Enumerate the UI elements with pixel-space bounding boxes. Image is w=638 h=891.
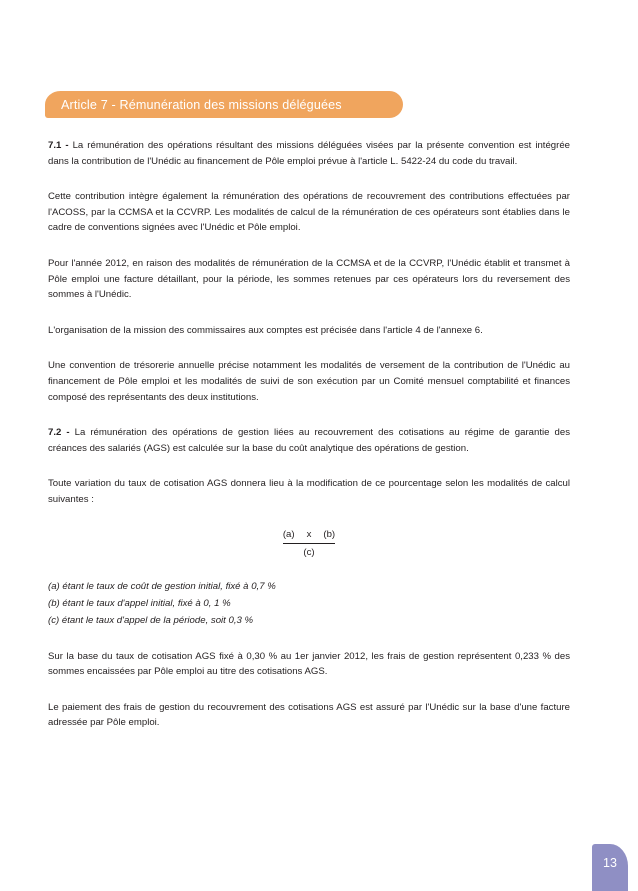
formula-definitions (48, 578, 570, 629)
section-heading-banner (45, 91, 403, 118)
clause-number-7-1: 7.1 - (48, 140, 73, 151)
definition-a: (a) étant le taux de coût de gestion initial, fixé à 0,7 % (48, 580, 276, 592)
page-number-badge (592, 844, 628, 891)
paragraph-text: La rémunération des opérations de gestion liées au recouvrement des cotisations au régime de garantie des créances des salariés (AGS) est calculée sur la base du coût analytique des opérations de gestion. (48, 427, 570, 454)
paragraph-text: Sur la base du taux de cotisation AGS fixé à 0,30 % au 1er janvier 2012, les frais de gestion représentent 0,233 % des sommes encaissées par Pôle emploi au titre des cotisations AGS. (48, 650, 570, 678)
paragraph-text: Cette contribution intègre également la rémunération des opérations de recouvrement des contributions effectuées par l'ACOSS, par la CCMSA et la CCVRP. Les modalités de calcul de la rémunération de ces opérateurs sont établies dans le cadre de conventions signées avec l'Unédic et Pôle emploi. (48, 191, 570, 234)
paragraph-variation-taux (48, 476, 570, 507)
fraction (283, 528, 335, 560)
paragraph-text: Le paiement des frais de gestion du recouvrement des cotisations AGS est assuré par l'Unédic sur la base d'une facture adressée par Pôle emploi. (48, 701, 570, 729)
document-content (48, 138, 570, 731)
section-heading-text: Article 7 - Rémunération des missions déléguées (61, 97, 342, 112)
paragraph-commissaires-aux-comptes (48, 323, 570, 339)
numerator-term-a: (a) (282, 528, 295, 540)
page-number: 13 (603, 856, 617, 870)
paragraph-frais-de-gestion (48, 649, 570, 680)
paragraph-paiement-frais (48, 700, 570, 731)
paragraph-text: Pour l'année 2012, en raison des modalités de rémunération de la CCMSA et de la CCVRP, l'Unédic établit et transmet à Pôle emploi une facture détaillant, pour la période, les sommes retenues par ces opérateurs lors du reversement des sommes à l'Unédic. (48, 257, 570, 301)
fraction-denominator: (c) (303, 546, 315, 558)
numerator-term-b: (b) (323, 528, 336, 540)
paragraph-clause-7-1 (48, 138, 570, 169)
paragraph-text: La rémunération des opérations résultant des missions déléguées visées par la présente convention est intégrée dans la contribution de l'Unédic au financement de Pôle emploi prévue à l'article L. 5422-24 du code du travail. (48, 140, 570, 167)
fraction-numerator (283, 528, 335, 544)
paragraph-text: Une convention de trésorerie annuelle précise notamment les modalités de versement de la contribution de l'Unédic au financement de Pôle emploi et les modalités de suivi de son exécution par un Comité mensuel comptabilité et finances composé des représentants des deux institutions. (48, 360, 570, 403)
clause-number-7-2: 7.2 - (48, 427, 75, 439)
paragraph-contribution-recouvrement (48, 189, 570, 236)
definition-c: (c) étant le taux d'appel de la période, soit 0,3 % (48, 614, 254, 626)
definition-b: (b) étant le taux d'appel initial, fixé à 0, 1 % (48, 597, 231, 609)
paragraph-convention-tresorerie (48, 358, 570, 405)
multiplication-operator: x (306, 528, 312, 540)
paragraph-annee-2012 (48, 256, 570, 303)
paragraph-text: L'organisation de la mission des commissaires aux comptes est précisée dans l'article 4 de l'annexe 6. (48, 324, 483, 336)
paragraph-clause-7-2 (48, 425, 570, 456)
paragraph-text: Toute variation du taux de cotisation AGS donnera lieu à la modification de ce pourcentage selon les modalités de calcul suivantes : (48, 478, 570, 505)
calculation-formula (48, 528, 570, 560)
